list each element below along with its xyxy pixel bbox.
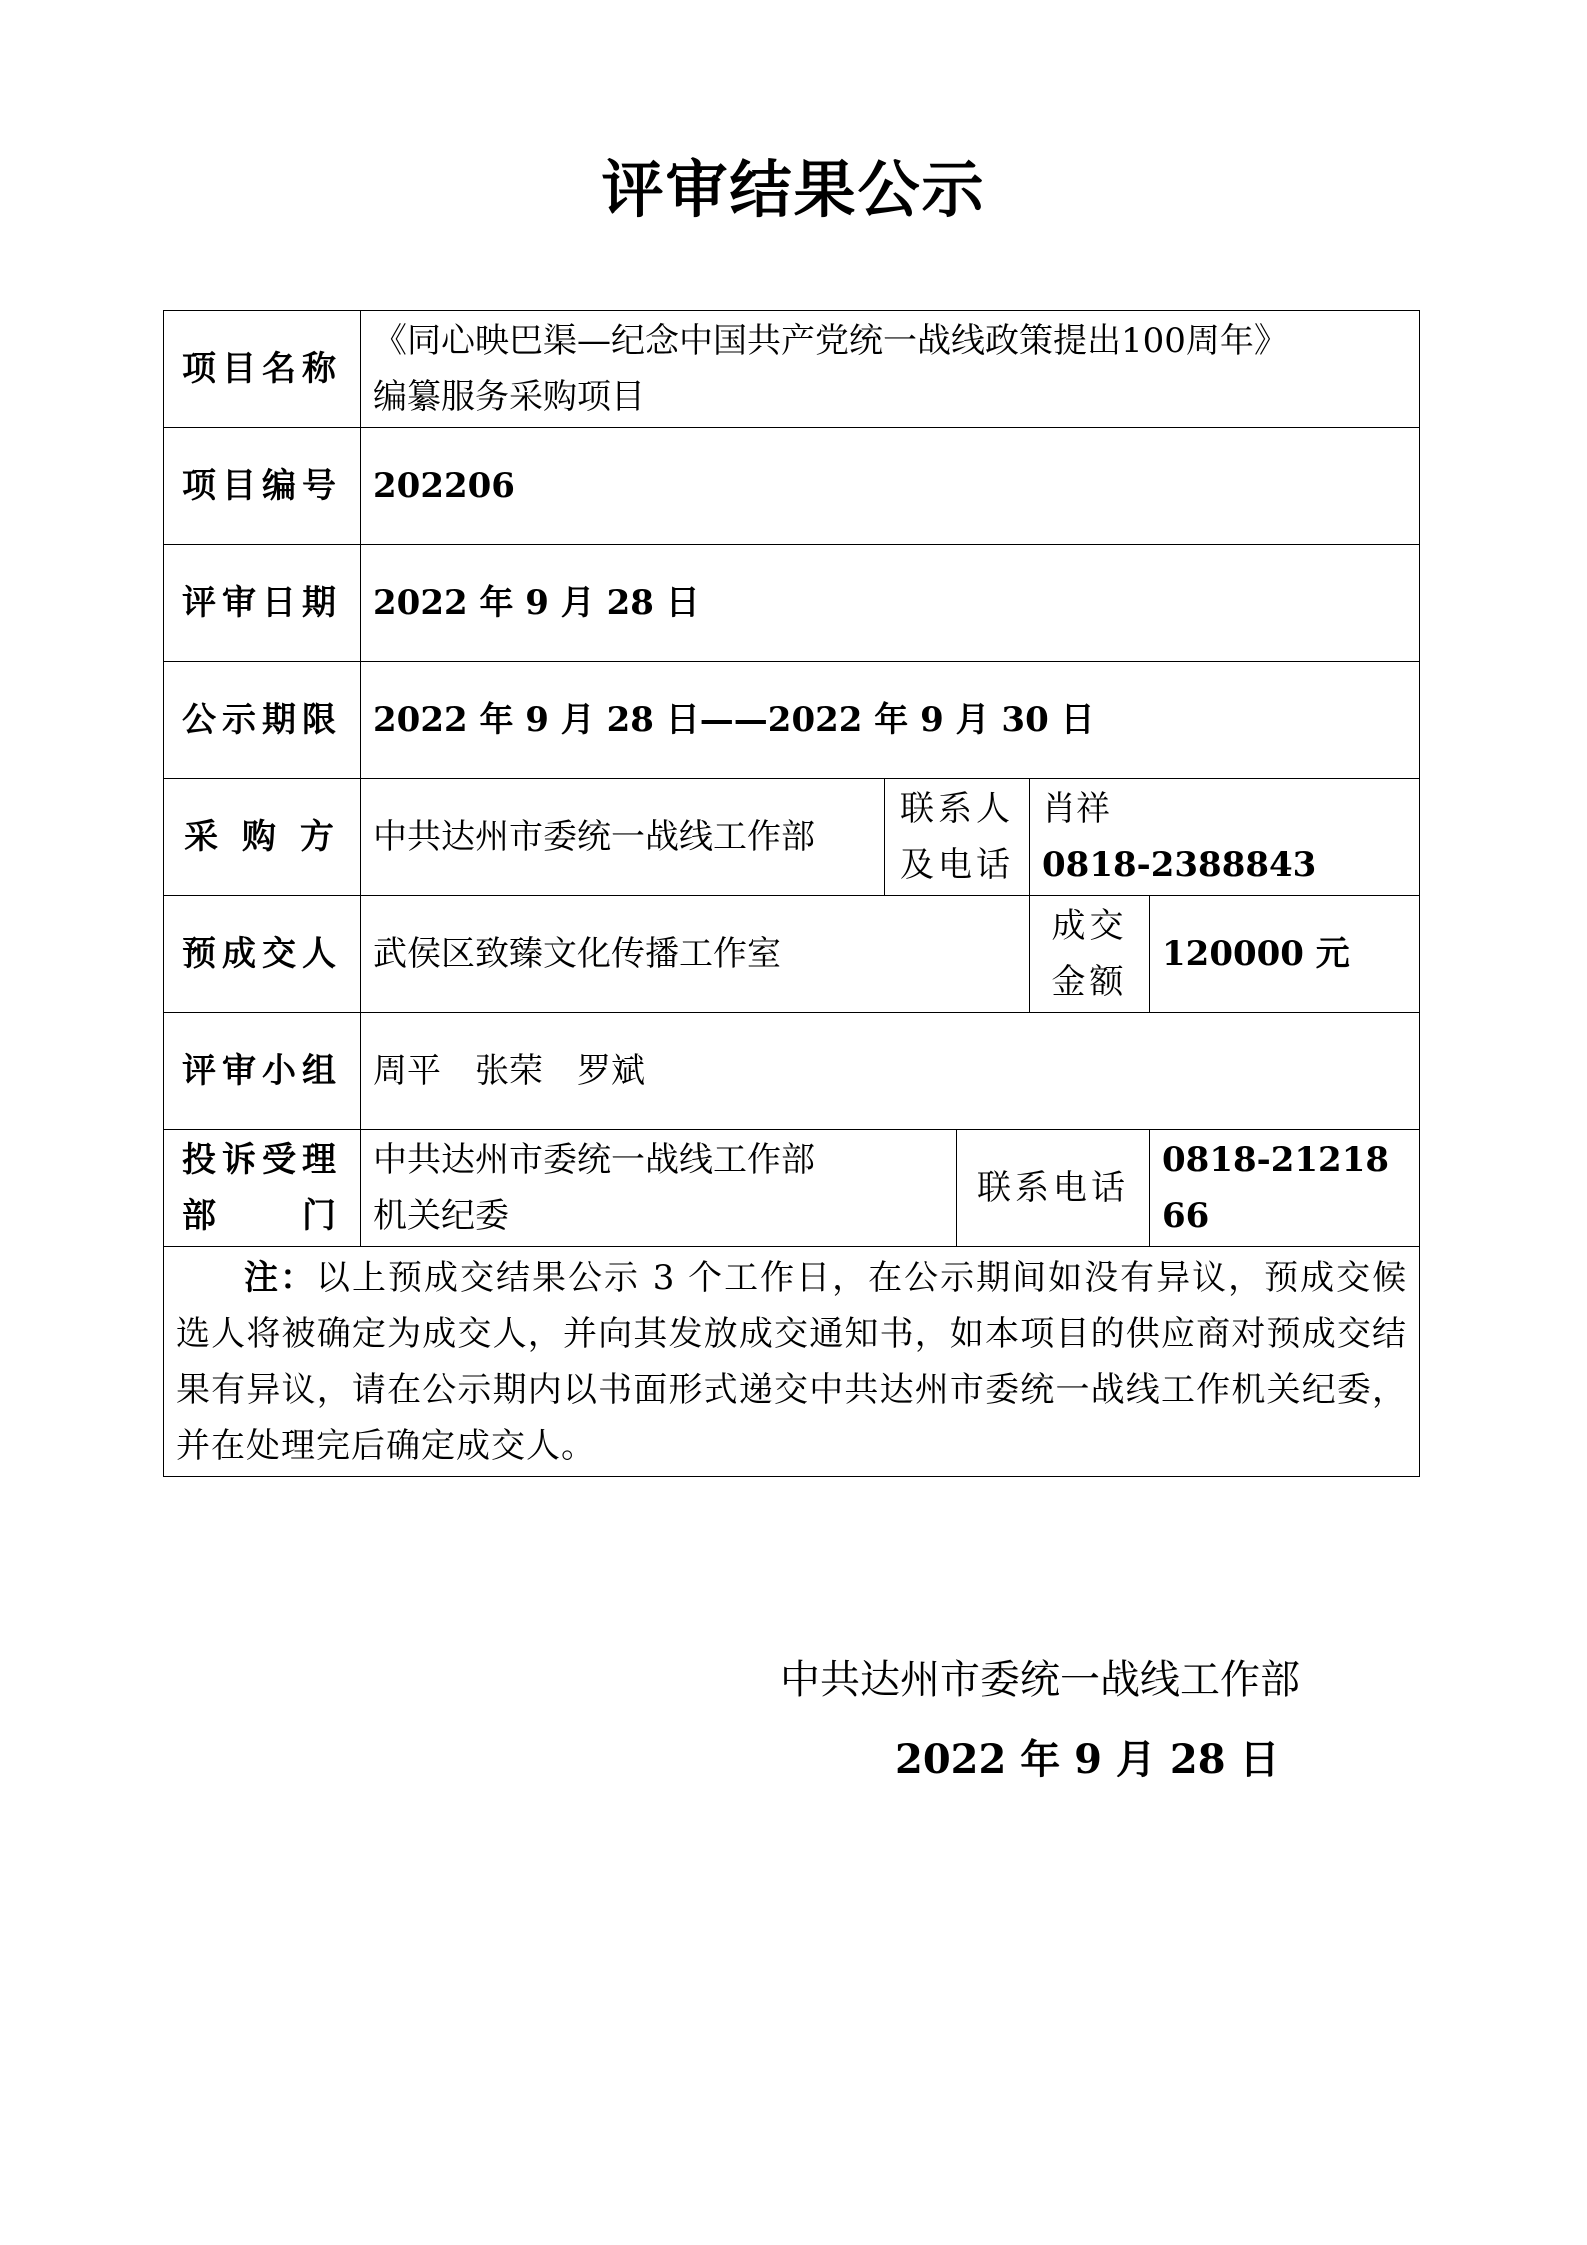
- row-project-number: [164, 428, 1420, 545]
- project-name-line2: 编纂服务采购项目: [373, 377, 645, 417]
- amount-label-line1: 成交: [1051, 906, 1128, 946]
- note-lead: 注：: [244, 1257, 316, 1298]
- review-date-label: 评审日期: [164, 545, 361, 662]
- contact-phone: 0818-2388843: [1042, 845, 1317, 885]
- project-name-value: [361, 311, 1420, 428]
- purchaser-value: 中共达州市委统一战线工作部: [361, 779, 885, 896]
- review-date-value: 2022 年 9 月 28 日: [361, 545, 1420, 662]
- page-title: 评审结果公示: [601, 153, 986, 226]
- complaint-label-line1: 投诉受理: [182, 1140, 342, 1180]
- notice-table: [163, 310, 1420, 1477]
- publicity-period-label: 公示期限: [164, 662, 361, 779]
- row-complaint: [164, 1130, 1420, 1247]
- review-panel-value: 周平 张荣 罗斌: [361, 1013, 1420, 1130]
- contact-name: 肖祥: [1042, 789, 1110, 829]
- complaint-phone-label: 联系电话: [957, 1130, 1150, 1247]
- project-number-label: 项目编号: [164, 428, 361, 545]
- review-panel-label: 评审小组: [164, 1013, 361, 1130]
- amount-label: [1030, 896, 1150, 1013]
- row-review-date: [164, 545, 1420, 662]
- signature-date: 2022 年 9 月 28 日: [895, 1736, 1280, 1783]
- row-winner: [164, 896, 1420, 1013]
- complaint-label: [164, 1130, 361, 1247]
- amount-value: 120000 元: [1150, 896, 1420, 1013]
- winner-label: 预成交人: [164, 896, 361, 1013]
- note-cell: [164, 1247, 1420, 1477]
- row-project-name: [164, 311, 1420, 428]
- purchaser-contact-label: [885, 779, 1030, 896]
- purchaser-contact-value: [1030, 779, 1420, 896]
- project-name-line1: 《同心映巴渠—纪念中国共产党统一战线政策提出100周年》: [373, 321, 1288, 361]
- publicity-period-value: 2022 年 9 月 28 日——2022 年 9 月 30 日: [361, 662, 1420, 779]
- row-publicity-period: [164, 662, 1420, 779]
- row-purchaser: [164, 779, 1420, 896]
- complaint-dept-line2: 机关纪委: [373, 1196, 509, 1236]
- signature-organization: 中共达州市委统一战线工作部: [780, 1657, 1300, 1703]
- complaint-phone-value: 0818-2121866: [1150, 1130, 1420, 1247]
- contact-label-line1: 联系人: [900, 789, 1014, 829]
- purchaser-label: 采 购 方: [164, 779, 361, 896]
- complaint-dept-line1: 中共达州市委统一战线工作部: [373, 1140, 815, 1180]
- amount-label-line2: 金额: [1051, 962, 1128, 1002]
- complaint-department: [361, 1130, 957, 1247]
- project-name-label: 项目名称: [164, 311, 361, 428]
- row-note: [164, 1247, 1420, 1477]
- winner-value: 武侯区致臻文化传播工作室: [361, 896, 1030, 1013]
- project-number-value: 202206: [361, 428, 1420, 545]
- row-review-panel: [164, 1013, 1420, 1130]
- complaint-label-line2: 部 门: [182, 1196, 342, 1236]
- contact-label-line2: 及电话: [900, 845, 1014, 885]
- note-text: 以上预成交结果公示 3 个工作日，在公示期间如没有异议，预成交候选人将被确定为成交人，并向其发放成交通知书，如本项目的供应商对预成交结果有异议，请在公示期内以书面形式递交中共达州市委统一战线工作机关纪委，并在处理完后确定成交人。: [176, 1257, 1408, 1466]
